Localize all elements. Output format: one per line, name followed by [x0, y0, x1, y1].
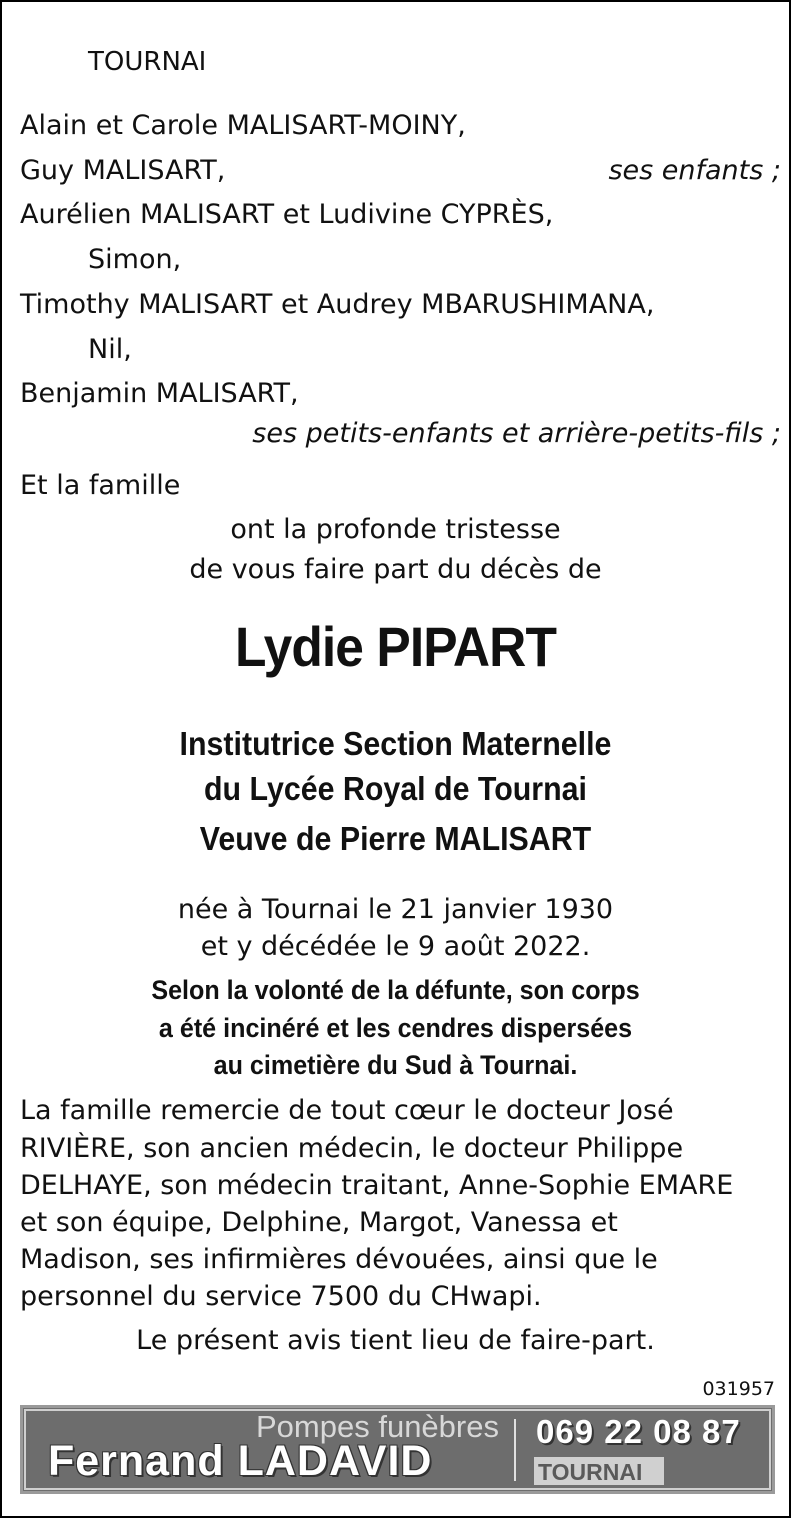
funeral-home-city: TOURNAI [538, 1459, 643, 1485]
children-label: ses enfants ; [608, 155, 781, 186]
family-line-2: Guy MALISART, [20, 155, 226, 186]
family-line-8: Et la famille [20, 470, 181, 501]
dates-line-2: et y décédée le 9 août 2022. [200, 931, 591, 962]
header-city: TOURNAI [88, 47, 207, 77]
family-line-7: Benjamin MALISART, [20, 378, 299, 409]
deceased-role-3: Veuve de Pierre MALISART [199, 820, 592, 857]
wishes-line-2: a été incinéré et les cendres dispersées [158, 1013, 633, 1043]
grandchildren-label: ses petits-enfants et arrière-petits-fils ; [252, 418, 781, 449]
deceased-name: Lydie PIPART [234, 615, 557, 678]
thanks-line-6: personnel du service 7500 du CHwapi. [20, 1281, 542, 1312]
wishes-line-3: au cimetière du Sud à Tournai. [213, 1050, 578, 1080]
family-line-5: Timothy MALISART et Audrey MBARUSHIMANA, [20, 289, 655, 320]
announce-line-1: ont la profonde tristesse [230, 514, 561, 545]
thanks-line-4: et son équipe, Delphine, Margot, Vanessa et [20, 1207, 618, 1238]
banner-divider [514, 1419, 516, 1481]
dates-line-1: née à Tournai le 21 janvier 1930 [177, 894, 614, 925]
family-line-6: Nil, [88, 334, 132, 365]
wishes-line-1: Selon la volonté de la défunte, son corps [151, 975, 640, 1005]
reference-number: 031957 [702, 1378, 775, 1400]
funeral-home-name: Fernand LADAVID [48, 1437, 433, 1485]
family-line-4: Simon, [88, 244, 182, 275]
thanks-line-3: DELHAYE, son médecin traitant, Anne-Sophie EMARE [20, 1170, 734, 1201]
announce-line-2: de vous faire part du décès de [189, 554, 602, 585]
family-line-1: Alain et Carole MALISART-MOINY, [20, 110, 466, 141]
deceased-role-1: Institutrice Section Maternelle [179, 725, 612, 762]
funeral-home-phone: 069 22 08 87 [536, 1413, 741, 1450]
thanks-line-5: Madison, ses infirmières dévouées, ainsi que le [20, 1244, 658, 1275]
funeral-home-city-box [534, 1457, 664, 1485]
family-line-3: Aurélien MALISART et Ludivine CYPRÈS, [20, 199, 554, 230]
funeral-home-banner [20, 1405, 775, 1494]
thanks-line-2: RIVIÈRE, son ancien médecin, le docteur Philippe [20, 1133, 684, 1164]
thanks-line-1: La famille remercie de tout cœur le docteur José [20, 1095, 674, 1126]
funeral-home-label: Pompes funèbres [256, 1409, 499, 1444]
notice: Le présent avis tient lieu de faire-part. [136, 1325, 655, 1356]
deceased-role-2: du Lycée Royal de Tournai [204, 770, 587, 807]
